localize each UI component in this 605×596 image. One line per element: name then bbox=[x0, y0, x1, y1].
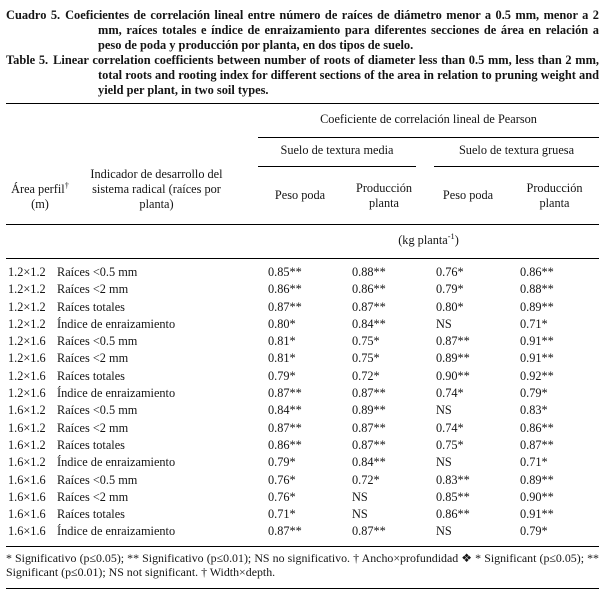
table-row bbox=[6, 281, 599, 298]
table-body bbox=[6, 258, 599, 546]
gruesa-peso-poda-cell: 0.89** bbox=[436, 351, 470, 366]
media-produccion-cell: 0.87** bbox=[352, 386, 386, 401]
area-cell: 1.6×1.2 bbox=[8, 403, 46, 418]
indicator-cell: Raíces <2 mm bbox=[57, 420, 129, 435]
gruesa-peso-poda-cell: 0.74* bbox=[436, 386, 464, 401]
table-row bbox=[6, 299, 599, 316]
gruesa-produccion-cell: 0.88** bbox=[520, 282, 554, 297]
gruesa-produccion-cell: 0.91** bbox=[520, 507, 554, 522]
gruesa-produccion-cell: 0.86** bbox=[520, 264, 554, 279]
media-peso-poda-cell: 0.80* bbox=[268, 316, 296, 331]
col-header-indicator bbox=[55, 104, 258, 225]
gruesa-peso-poda-cell: 0.79* bbox=[436, 282, 464, 297]
gruesa-produccion-cell: 0.87** bbox=[520, 437, 554, 452]
area-header-line1: Área perfil bbox=[11, 181, 65, 196]
table-row bbox=[6, 523, 599, 546]
media-peso-poda-cell: 0.81* bbox=[268, 334, 296, 349]
gruesa-produccion-cell: 0.86** bbox=[520, 420, 554, 435]
area-cell: 1.6×1.2 bbox=[8, 420, 46, 435]
gruesa-peso-poda-cell: 0.76* bbox=[436, 264, 464, 279]
media-peso-poda-cell: 0.87** bbox=[268, 299, 302, 314]
gruesa-produccion-cell: 0.89** bbox=[520, 299, 554, 314]
indicator-cell: Raíces totales bbox=[57, 299, 125, 314]
media-produccion-cell: NS bbox=[352, 507, 368, 522]
media-produccion-cell: 0.87** bbox=[352, 299, 386, 314]
table-row bbox=[6, 350, 599, 367]
media-peso-poda-cell: 0.71* bbox=[268, 507, 296, 522]
area-cell: 1.2×1.2 bbox=[8, 299, 46, 314]
gruesa-peso-poda-cell: 0.83** bbox=[436, 472, 470, 487]
area-cell: 1.6×1.2 bbox=[8, 437, 46, 452]
area-header-line2: (m) bbox=[31, 196, 49, 211]
media-produccion-cell: 0.86** bbox=[352, 282, 386, 297]
table-row bbox=[6, 472, 599, 489]
area-cell: 1.6×1.6 bbox=[8, 507, 46, 522]
indicator-cell: Raíces <2 mm bbox=[57, 282, 129, 297]
correlation-table bbox=[6, 103, 599, 546]
indicator-cell: Índice de enraizamiento bbox=[55, 523, 258, 546]
table-row bbox=[6, 385, 599, 402]
caption-spanish-label: Cuadro 5. bbox=[6, 8, 61, 22]
pearson-group-header-text: Coeficiente de correlación lineal de Pearson bbox=[320, 112, 537, 127]
indicator-cell: Raíces totales bbox=[57, 507, 125, 522]
pearson-group-header bbox=[258, 104, 599, 138]
media-produccion-cell: 0.75* bbox=[352, 334, 380, 349]
area-cell: 1.2×1.6 bbox=[8, 334, 46, 349]
media-peso-poda-cell: 0.79* bbox=[268, 455, 296, 470]
soil-gruesa-header-text: Suelo de textura gruesa bbox=[434, 138, 599, 167]
units-prefix: (kg planta bbox=[398, 232, 448, 247]
produccion-header-media: Producción planta bbox=[342, 167, 426, 224]
caption-english-text: Linear correlation coefficients between number of roots of diameter less than 0.5 mm, less than 2 mm, total roots and rooting index for different sections of the area in relation to pruning weight and yield per plant, in two soil types. bbox=[53, 52, 599, 97]
indicator-cell: Raíces <0.5 mm bbox=[57, 334, 138, 349]
area-cell: 1.2×1.6 bbox=[8, 386, 46, 401]
table-row bbox=[6, 506, 599, 523]
gruesa-produccion-cell: 0.89** bbox=[520, 472, 554, 487]
table-row bbox=[6, 454, 599, 471]
gruesa-peso-poda-cell: 0.85** bbox=[436, 489, 470, 504]
area-cell: 1.2×1.6 bbox=[8, 368, 46, 383]
media-peso-poda-cell: 0.86** bbox=[268, 282, 302, 297]
footnote: * Significativo (p≤0.05); ** Significativo (p≤0.01); NS no significativo. † Ancho×profundidad ❖ * Significant (p≤0.05); ** Significant (p≤0.01); NS not significant. † Width×depth. bbox=[6, 547, 599, 590]
indicator-cell: Índice de enraizamiento bbox=[57, 386, 176, 401]
media-produccion-cell: 0.75* bbox=[352, 351, 380, 366]
table-row bbox=[6, 368, 599, 385]
gruesa-produccion-cell: 0.92** bbox=[520, 368, 554, 383]
soil-gruesa-header bbox=[426, 138, 599, 168]
media-peso-poda-cell: 0.84** bbox=[268, 403, 302, 418]
produccion-header-gruesa: Producción planta bbox=[510, 167, 599, 224]
indicator-cell: Raíces totales bbox=[57, 368, 125, 383]
media-produccion-cell: 0.72* bbox=[352, 472, 380, 487]
caption-spanish bbox=[6, 8, 599, 53]
caption-spanish-text: Coeficientes de correlación lineal entre número de raíces de diámetro menor a 0.5 mm, menor a 2 mm, raíces totales e índice de enraizamiento para diferentes secciones de área en relación a peso de poda y producción por planta, en dos tipos de suelo. bbox=[65, 8, 599, 52]
media-produccion-cell: 0.87** bbox=[352, 420, 386, 435]
gruesa-peso-poda-cell: 0.80* bbox=[436, 299, 464, 314]
gruesa-peso-poda-cell: NS bbox=[436, 316, 452, 331]
area-cell: 1.6×1.2 bbox=[8, 455, 46, 470]
gruesa-peso-poda-cell: NS bbox=[426, 523, 510, 546]
gruesa-produccion-cell: 0.91** bbox=[520, 334, 554, 349]
gruesa-produccion-cell: 0.83* bbox=[520, 403, 548, 418]
caption-english bbox=[6, 53, 599, 98]
media-peso-poda-cell: 0.87** bbox=[268, 386, 302, 401]
indicator-cell: Raíces <2 mm bbox=[57, 489, 129, 504]
area-cell: 1.2×1.6 bbox=[8, 351, 46, 366]
media-peso-poda-cell: 0.86** bbox=[268, 437, 302, 452]
media-peso-poda-cell: 0.87** bbox=[258, 523, 342, 546]
media-produccion-cell: 0.88** bbox=[352, 264, 386, 279]
gruesa-peso-poda-cell: 0.74* bbox=[436, 420, 464, 435]
table-head bbox=[6, 104, 599, 259]
table-row bbox=[6, 402, 599, 419]
indicator-cell: Raíces <0.5 mm bbox=[57, 264, 138, 279]
media-peso-poda-cell: 0.79* bbox=[268, 368, 296, 383]
units-suffix: ) bbox=[454, 232, 459, 247]
area-cell: 1.6×1.6 bbox=[6, 523, 55, 546]
table-row bbox=[6, 437, 599, 454]
gruesa-produccion-cell: 0.71* bbox=[520, 455, 548, 470]
area-cell: 1.2×1.2 bbox=[8, 264, 46, 279]
indicator-cell: Raíces totales bbox=[57, 437, 125, 452]
units-label bbox=[258, 224, 599, 258]
media-produccion-cell: 0.72* bbox=[352, 368, 380, 383]
col-header-indicator-text: Indicador de desarrollo del sistema radical (raíces por planta) bbox=[90, 166, 223, 211]
area-cell: 1.6×1.6 bbox=[8, 472, 46, 487]
media-produccion-cell: 0.84** bbox=[352, 455, 386, 470]
units-superscript: -1 bbox=[447, 231, 455, 241]
gruesa-produccion-cell: 0.91** bbox=[520, 351, 554, 366]
col-header-area bbox=[6, 104, 69, 225]
media-produccion-cell: 0.84** bbox=[352, 316, 386, 331]
indicator-cell: Índice de enraizamiento bbox=[57, 455, 176, 470]
area-cell: 1.6×1.6 bbox=[8, 489, 46, 504]
media-produccion-cell: NS bbox=[352, 489, 368, 504]
media-peso-poda-cell: 0.76* bbox=[268, 489, 296, 504]
gruesa-produccion-cell: 0.79* bbox=[510, 523, 599, 546]
media-peso-poda-cell: 0.87** bbox=[268, 420, 302, 435]
table-row bbox=[6, 258, 599, 281]
gruesa-peso-poda-cell: 0.86** bbox=[436, 507, 470, 522]
gruesa-peso-poda-cell: NS bbox=[436, 403, 452, 418]
table-row bbox=[6, 333, 599, 350]
table-caption bbox=[6, 8, 599, 97]
table-row bbox=[6, 489, 599, 506]
indicator-cell: Índice de enraizamiento bbox=[57, 316, 176, 331]
gruesa-produccion-cell: 0.71* bbox=[520, 316, 548, 331]
media-produccion-cell: 0.89** bbox=[352, 403, 386, 418]
media-peso-poda-cell: 0.76* bbox=[268, 472, 296, 487]
peso-poda-header-gruesa: Peso poda bbox=[426, 167, 510, 224]
soil-media-header-text: Suelo de textura media bbox=[258, 138, 416, 167]
pearson-header-row bbox=[6, 104, 599, 138]
units-row bbox=[6, 224, 599, 258]
table-row bbox=[6, 316, 599, 333]
gruesa-peso-poda-cell: NS bbox=[436, 455, 452, 470]
units-spacer bbox=[6, 224, 258, 258]
indicator-cell: Raíces <0.5 mm bbox=[57, 403, 138, 418]
gruesa-peso-poda-cell: 0.90** bbox=[436, 368, 470, 383]
gruesa-peso-poda-cell: 0.75* bbox=[436, 437, 464, 452]
area-cell: 1.2×1.2 bbox=[8, 282, 46, 297]
caption-english-label: Table 5. bbox=[6, 52, 49, 67]
media-peso-poda-cell: 0.85** bbox=[268, 264, 302, 279]
indicator-cell: Raíces <0.5 mm bbox=[57, 472, 138, 487]
gruesa-peso-poda-cell: 0.87** bbox=[436, 334, 470, 349]
peso-poda-header-media: Peso poda bbox=[258, 167, 342, 224]
area-header-dagger: † bbox=[64, 180, 69, 190]
table-row bbox=[6, 420, 599, 437]
gruesa-produccion-cell: 0.79* bbox=[520, 386, 548, 401]
gruesa-produccion-cell: 0.90** bbox=[520, 489, 554, 504]
area-cell: 1.2×1.2 bbox=[8, 316, 46, 331]
soil-media-header bbox=[258, 138, 426, 168]
media-produccion-cell: 0.87** bbox=[342, 523, 426, 546]
media-peso-poda-cell: 0.81* bbox=[268, 351, 296, 366]
indicator-cell: Raíces <2 mm bbox=[57, 351, 129, 366]
media-produccion-cell: 0.87** bbox=[352, 437, 386, 452]
